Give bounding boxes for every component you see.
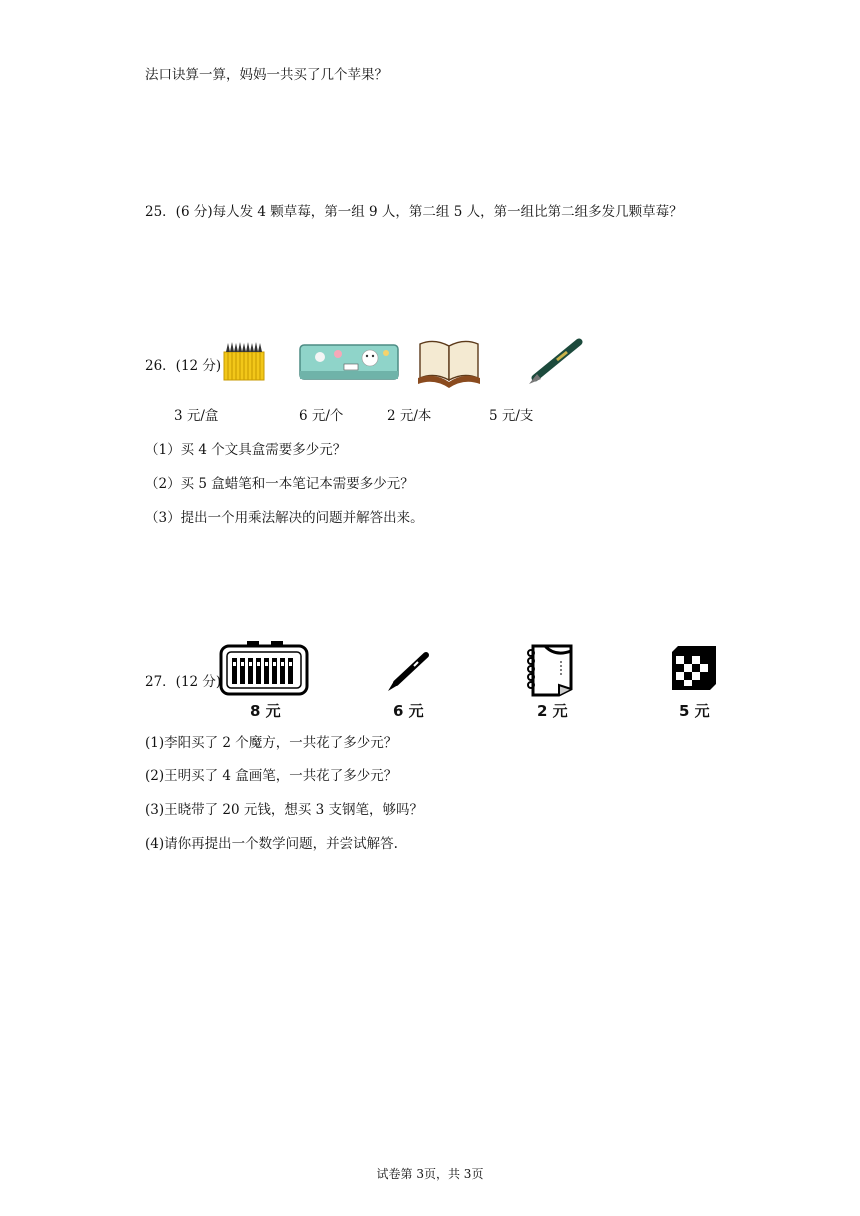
q26-question-2: （2）买 5 盒蜡笔和一本笔记本需要多少元？ [145, 476, 414, 492]
q26-label: 26．(12 分) [145, 358, 222, 374]
q27-price-magic-cube: 5 元 [679, 702, 710, 720]
fountain-pen-icon [527, 338, 583, 384]
magic-cube-icon [670, 644, 718, 692]
q27-price-pen: 6 元 [393, 702, 424, 720]
crayon-box-icon [222, 338, 266, 382]
q26-price-notebook: 2 元/本 [387, 408, 432, 424]
q26-question-1: （1）买 4 个文具盒需要多少元？ [145, 442, 347, 458]
q26-question-3: （3）提出一个用乘法解决的问题并解答出来。 [145, 510, 424, 526]
q27-question-2: (2)王明买了 4 盒画笔，一共花了多少元？ [145, 768, 398, 784]
q24-text: 法口诀算一算，妈妈一共买了几个苹果？ [145, 67, 388, 83]
q27-label: 27．(12 分) [145, 674, 222, 690]
q26-price-crayons: 3 元/盒 [174, 408, 219, 424]
q27-price-paint-pens: 8 元 [250, 702, 281, 720]
notebook-icon [525, 643, 577, 697]
paint-pens-box-icon [219, 640, 309, 696]
pencil-case-icon [298, 341, 400, 383]
q27-question-1: (1)李阳买了 2 个魔方，一共花了多少元？ [145, 735, 398, 751]
notebook-icon [416, 336, 482, 388]
q25-text: 25．(6 分)每人发 4 颗草莓，第一组 9 人，第二组 5 人，第一组比第二组多发几颗草莓？ [145, 204, 683, 220]
q27-question-3: (3)王晓带了 20 元钱，想买 3 支钢笔，够吗？ [145, 802, 424, 818]
page-footer: 试卷第 3页，共 3页 [376, 1167, 484, 1181]
q27-price-notebook: 2 元 [537, 702, 568, 720]
pen-icon [386, 649, 432, 693]
q26-price-pen: 5 元/支 [489, 408, 534, 424]
q27-question-4: (4)请你再提出一个数学问题，并尝试解答. [145, 836, 398, 852]
q26-price-pencil-case: 6 元/个 [299, 408, 344, 424]
